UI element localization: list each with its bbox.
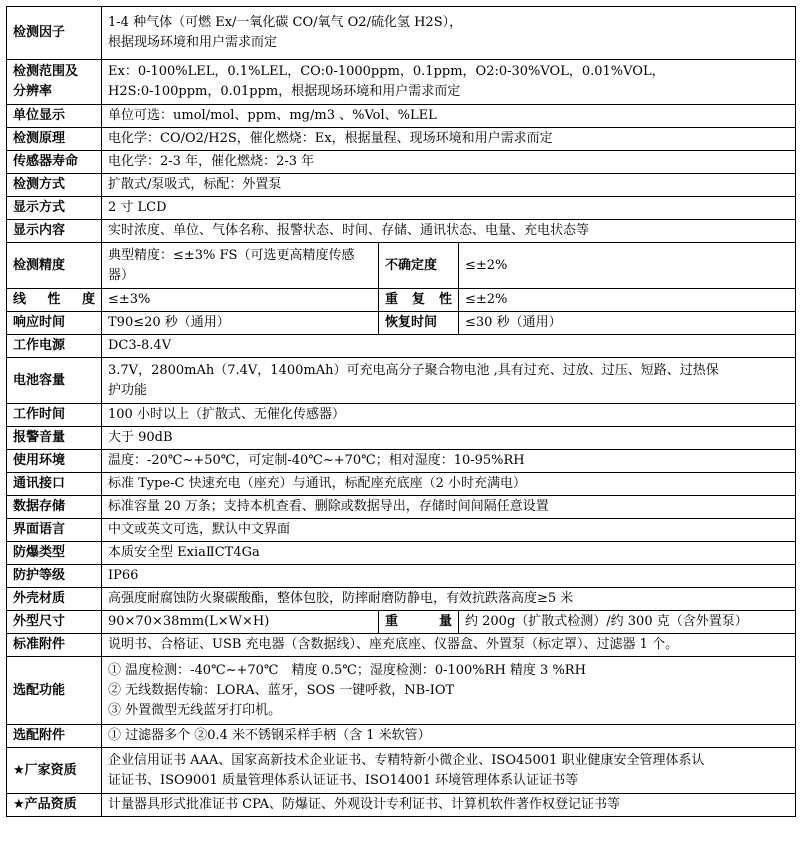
value-comm-interface: 标准 Type-C 快速充电（座充）与通讯，标配座充底座（2 小时充满电）: [102, 473, 796, 496]
value-manufacturer-qualification: [102, 748, 796, 794]
label-comm-interface: 通讯接口: [7, 473, 102, 496]
value-weight: 约 200g（扩散式检测）/约 300 克（含外置泵）: [459, 611, 796, 634]
value-working-time: 100 小时以上（扩散式、无催化传感器）: [102, 404, 796, 427]
row-dimensions: [7, 611, 796, 634]
value-explosion-proof: 本质安全型 ExiaⅡCT4Ga: [102, 542, 796, 565]
row-housing-material: [7, 588, 796, 611]
value-line: ② 无线数据传输：LORA、蓝牙，SOS 一键呼救，NB-IOT: [108, 682, 455, 698]
label-uncertainty: 不确定度: [379, 243, 459, 289]
row-power-supply: [7, 335, 796, 358]
value-display-mode: 2 寸 LCD: [102, 197, 796, 220]
value-line: 1-4 种气体（可燃 Ex/一氧化碳 CO/氧气 O2/硫化氢 H2S），: [108, 15, 463, 30]
row-protection-level: [7, 565, 796, 588]
row-working-time: [7, 404, 796, 427]
label-working-time: 工作时间: [7, 404, 102, 427]
row-optional-accessories: [7, 725, 796, 748]
label-weight: 重 量: [379, 611, 459, 634]
label-housing-material: 外壳材质: [7, 588, 102, 611]
label-explosion-proof: 防爆类型: [7, 542, 102, 565]
label-protection-level: 防护等级: [7, 565, 102, 588]
label-ui-language: 界面语言: [7, 519, 102, 542]
row-accuracy: [7, 243, 796, 289]
label-display-mode: 显示方式: [7, 197, 102, 220]
row-battery-capacity: [7, 358, 796, 404]
value-line: 证证书、ISO9001 质量管理体系认证证书、ISO14001 环境管理体系认证证书等: [108, 772, 579, 788]
label-detection-mode: 检测方式: [7, 174, 102, 197]
label-detection-principle: 检测原理: [7, 128, 102, 151]
label-product-qualification: ★产品资质: [7, 794, 102, 817]
label-linearity: 线 性 度: [7, 289, 102, 312]
value-housing-material: 高强度耐腐蚀防火聚碳酸酯，整体包胶，防摔耐磨防静电，有效抗跌落高度≥5 米: [102, 588, 796, 611]
row-product-qualification: [7, 794, 796, 817]
row-display-mode: [7, 197, 796, 220]
value-line: Ex：0-100%LEL，0.1%LEL，CO:0-1000ppm，0.1ppm，O2:0-30%VOL，0.01%VOL，: [108, 64, 665, 79]
value-line: ③ 外置微型无线蓝牙打印机。: [108, 702, 282, 718]
value-detection-factor: [102, 7, 796, 60]
row-display-content: [7, 220, 796, 243]
label-detection-range: [7, 60, 102, 105]
value-line: 根据现场环境和用户需求而定: [108, 35, 278, 50]
label-line: 检测范围及: [13, 64, 79, 79]
row-manufacturer-qualification: [7, 748, 796, 794]
label-data-storage: 数据存储: [7, 496, 102, 519]
value-line: 企业信用证书 AAA、国家高新技术企业证书、专精特新小微企业、ISO45001 职业健康安全管理体系认: [108, 752, 705, 768]
label-environment: 使用环境: [7, 450, 102, 473]
value-protection-level: IP66: [102, 565, 796, 588]
value-unit-display: 单位可选：umol/mol、ppm、mg/m3 、%Vol、%LEL: [102, 105, 796, 128]
label-detection-factor: 检测因子: [7, 7, 102, 60]
value-dimensions: 90×70×38mm(L×W×H): [102, 611, 379, 634]
value-ui-language: 中文或英文可选，默认中文界面: [102, 519, 796, 542]
row-response-time: [7, 312, 796, 335]
row-detection-principle: [7, 128, 796, 151]
value-alarm-volume: 大于 90dB: [102, 427, 796, 450]
label-dimensions: 外型尺寸: [7, 611, 102, 634]
label-manufacturer-qualification: ★厂家资质: [7, 748, 102, 794]
spec-table: [6, 6, 796, 817]
row-detection-range: [7, 60, 796, 105]
value-standard-accessories: 说明书、合格证、USB 充电器（含数据线）、座充底座、仪器盒、外置泵（标定罩）、过滤器 1 个。: [102, 634, 796, 657]
row-detection-factor: [7, 7, 796, 60]
row-alarm-volume: [7, 427, 796, 450]
value-accuracy: 典型精度：≤±3% FS（可选更高精度传感器）: [102, 243, 379, 289]
row-sensor-life: [7, 151, 796, 174]
value-line: 护功能: [108, 382, 148, 398]
row-comm-interface: [7, 473, 796, 496]
label-optional-accessories: 选配附件: [7, 725, 102, 748]
row-linearity: [7, 289, 796, 312]
value-detection-range: [102, 60, 796, 105]
label-unit-display: 单位显示: [7, 105, 102, 128]
label-line: 分辨率: [13, 84, 53, 99]
label-alarm-volume: 报警音量: [7, 427, 102, 450]
value-environment: 温度：-20℃~+50℃，可定制-40℃~+70℃；相对湿度：10-95%RH: [102, 450, 796, 473]
label-optional-functions: 选配功能: [7, 657, 102, 725]
row-explosion-proof: [7, 542, 796, 565]
value-uncertainty: ≤±2%: [459, 243, 796, 289]
value-detection-mode: 扩散式/泵吸式，标配：外置泵: [102, 174, 796, 197]
value-line: ① 温度检测：-40℃~+70℃ 精度 0.5℃；湿度检测：0-100%RH 精度 3 %RH: [108, 662, 586, 678]
value-battery-capacity: [102, 358, 796, 404]
row-optional-functions: [7, 657, 796, 725]
value-line: H2S:0-100ppm，0.01ppm，根据现场环境和用户需求而定: [108, 84, 461, 99]
value-repeatability: ≤±2%: [459, 289, 796, 312]
row-detection-mode: [7, 174, 796, 197]
row-unit-display: [7, 105, 796, 128]
value-linearity: ≤±3%: [102, 289, 379, 312]
value-optional-accessories: ① 过滤器多个 ②0.4 米不锈钢采样手柄（含 1 米软管）: [102, 725, 796, 748]
row-data-storage: [7, 496, 796, 519]
label-repeatability: 重 复 性: [379, 289, 459, 312]
label-standard-accessories: 标准附件: [7, 634, 102, 657]
value-recovery-time: ≤30 秒（通用）: [459, 312, 796, 335]
label-sensor-life: 传感器寿命: [7, 151, 102, 174]
label-display-content: 显示内容: [7, 220, 102, 243]
label-recovery-time: 恢复时间: [379, 312, 459, 335]
value-detection-principle: 电化学：CO/O2/H2S，催化燃烧：Ex，根据量程、现场环境和用户需求而定: [102, 128, 796, 151]
value-line: 3.7V，2800mAh（7.4V，1400mAh）可充电高分子聚合物电池 ,具有过充、过放、过压、短路、过热保: [108, 362, 719, 378]
row-environment: [7, 450, 796, 473]
value-response-time: T90≤20 秒（通用）: [102, 312, 379, 335]
value-product-qualification: 计量器具形式批准证书 CPA、防爆证、外观设计专利证书、计算机软件著作权登记证书等: [102, 794, 796, 817]
label-battery-capacity: 电池容量: [7, 358, 102, 404]
label-response-time: 响应时间: [7, 312, 102, 335]
row-standard-accessories: [7, 634, 796, 657]
value-sensor-life: 电化学：2-3 年，催化燃烧：2-3 年: [102, 151, 796, 174]
label-power-supply: 工作电源: [7, 335, 102, 358]
row-ui-language: [7, 519, 796, 542]
value-display-content: 实时浓度、单位、气体名称、报警状态、时间、存储、通讯状态、电量、充电状态等: [102, 220, 796, 243]
value-power-supply: DC3-8.4V: [102, 335, 796, 358]
label-accuracy: 检测精度: [7, 243, 102, 289]
value-optional-functions: [102, 657, 796, 725]
value-data-storage: 标准容量 20 万条；支持本机查看、删除或数据导出，存储时间间隔任意设置: [102, 496, 796, 519]
